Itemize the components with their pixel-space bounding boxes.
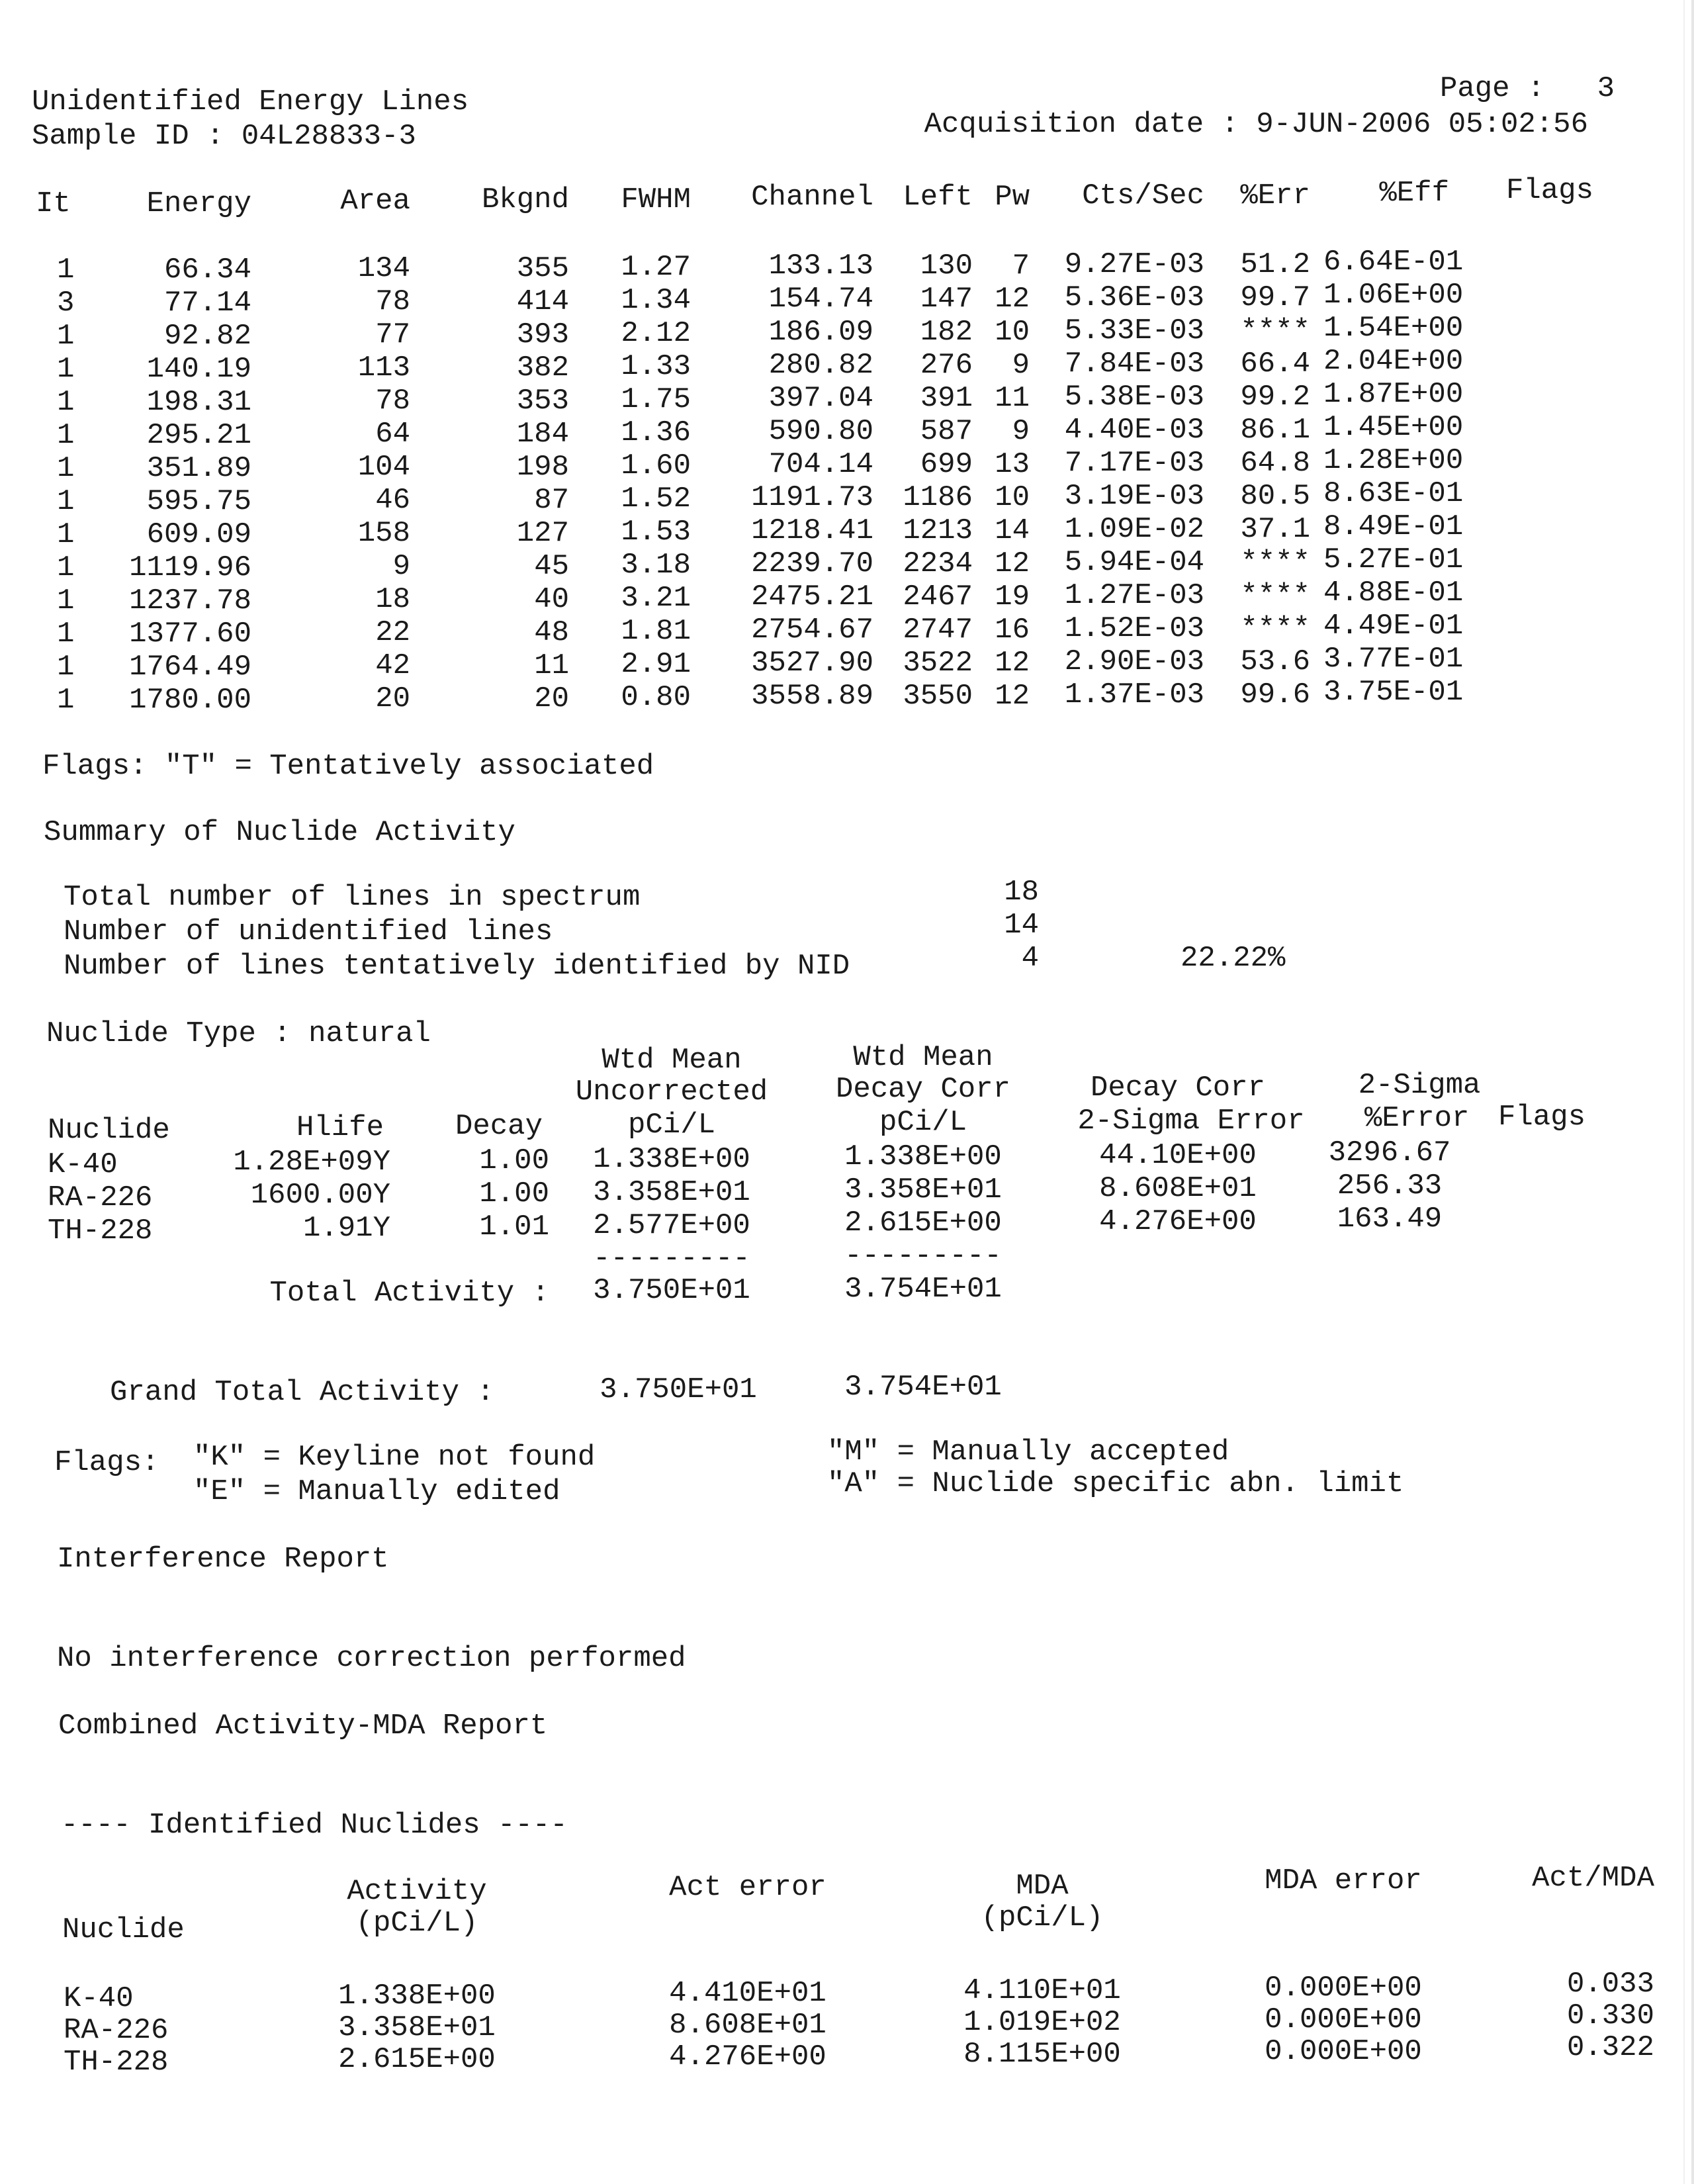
cell-channel: 704.14 bbox=[768, 448, 873, 481]
cell-energy: 92.82 bbox=[163, 320, 251, 353]
cell-channel: 3527.90 bbox=[751, 647, 873, 680]
cell-err: 53.6 bbox=[1240, 645, 1310, 678]
cell-cts-sec: 5.33E-03 bbox=[1064, 314, 1204, 347]
cell-pw: 11 bbox=[995, 382, 1030, 415]
cell-pct-error: 256.33 bbox=[1337, 1169, 1443, 1203]
cell-bkgnd: 20 bbox=[534, 682, 569, 715]
cell-fwhm: 1.53 bbox=[621, 516, 691, 549]
cell-bkgnd: 40 bbox=[534, 583, 569, 616]
cell-act-mda: 0.033 bbox=[1566, 1968, 1654, 2001]
cell-left: 699 bbox=[920, 448, 973, 481]
hdr-mda-unit: (pCi/L) bbox=[981, 1901, 1104, 1934]
cell-it: 1 bbox=[57, 684, 75, 717]
interference-text: No interference correction performed bbox=[57, 1642, 686, 1675]
cell-mda-error: 0.000E+00 bbox=[1265, 2035, 1422, 2068]
hdr-mda-error: MDA error bbox=[1265, 1864, 1422, 1897]
cell-energy: 198.31 bbox=[146, 386, 251, 419]
hdr-pci-uncorr: pCi/L bbox=[627, 1109, 716, 1142]
cell-fwhm: 3.21 bbox=[621, 582, 691, 615]
cell-pw: 12 bbox=[995, 680, 1030, 713]
cell-act-error: 4.276E+00 bbox=[669, 2040, 826, 2073]
cell-cts-sec: 5.94E-04 bbox=[1064, 546, 1204, 579]
dashes-corr: --------- bbox=[844, 1240, 1002, 1273]
cell-nuclide: TH-228 bbox=[48, 1214, 153, 1248]
hdr-decay-corr-2: Decay Corr bbox=[1090, 1071, 1266, 1105]
cell-err: **** bbox=[1240, 579, 1310, 612]
report-title: Unidentified Energy Lines bbox=[32, 85, 469, 118]
unidentified-label: Number of unidentified lines bbox=[64, 915, 553, 948]
cell-it: 1 bbox=[57, 419, 75, 452]
cell-it: 1 bbox=[57, 485, 75, 518]
cell-eff: 4.49E-01 bbox=[1323, 610, 1464, 643]
cell-left: 2234 bbox=[903, 547, 973, 580]
cell-energy: 351.89 bbox=[146, 452, 251, 485]
cell-decay: 1.00 bbox=[479, 1144, 549, 1177]
cell-err: 99.7 bbox=[1240, 281, 1310, 314]
cell-it: 1 bbox=[57, 353, 75, 386]
cell-channel: 590.80 bbox=[768, 415, 873, 448]
cell-activity: 3.358E+01 bbox=[338, 2011, 496, 2044]
cell-area: 64 bbox=[375, 418, 410, 451]
cell-err: 80.5 bbox=[1240, 480, 1310, 513]
tentative-label: Number of lines tentatively identified by NID bbox=[64, 950, 850, 983]
hdr-uncorrected: Uncorrected bbox=[575, 1075, 768, 1109]
col-header-it: It bbox=[36, 187, 71, 220]
cell-pct-error: 3296.67 bbox=[1328, 1136, 1451, 1169]
cell-fwhm: 1.33 bbox=[621, 350, 691, 383]
cell-pw: 19 bbox=[995, 580, 1030, 614]
cell-nuclide: TH-228 bbox=[64, 2046, 169, 2079]
cell-left: 2747 bbox=[903, 614, 973, 647]
cell-bkgnd: 184 bbox=[516, 418, 569, 451]
cell-nuclide: K-40 bbox=[64, 1982, 134, 2015]
cell-err: **** bbox=[1240, 546, 1310, 579]
cell-fwhm: 1.75 bbox=[621, 383, 691, 416]
cell-left: 147 bbox=[920, 283, 973, 316]
unidentified-value: 14 bbox=[1004, 909, 1039, 942]
cell-pw: 9 bbox=[1012, 349, 1030, 382]
grand-total-corr: 3.754E+01 bbox=[844, 1371, 1002, 1404]
cell-nuclide: K-40 bbox=[48, 1148, 118, 1181]
cell-pw: 10 bbox=[995, 316, 1030, 349]
cell-eff: 4.88E-01 bbox=[1323, 576, 1464, 610]
cell-eff: 8.49E-01 bbox=[1323, 510, 1464, 543]
cell-it: 3 bbox=[57, 287, 75, 320]
cell-activity: 1.338E+00 bbox=[338, 1979, 496, 2013]
cell-it: 1 bbox=[57, 651, 75, 684]
cell-err: **** bbox=[1240, 612, 1310, 645]
cell-two-sigma-error: 4.276E+00 bbox=[1099, 1205, 1257, 1238]
cell-cts-sec: 4.40E-03 bbox=[1064, 414, 1204, 447]
summary-title: Summary of Nuclide Activity bbox=[44, 816, 515, 849]
cell-act-mda: 0.330 bbox=[1566, 1999, 1654, 2032]
cell-cts-sec: 1.27E-03 bbox=[1064, 579, 1204, 612]
cell-mda: 1.019E+02 bbox=[963, 2006, 1121, 2039]
cell-err: 86.1 bbox=[1240, 414, 1310, 447]
cell-it: 1 bbox=[57, 253, 75, 287]
acquisition-date: Acquisition date : 9-JUN-2006 05:02:56 bbox=[924, 108, 1588, 141]
cell-wtd-uncorr: 2.577E+00 bbox=[593, 1209, 750, 1242]
cell-pw: 10 bbox=[995, 481, 1030, 514]
cell-wtd-corr: 3.358E+01 bbox=[844, 1173, 1002, 1206]
cell-it: 1 bbox=[57, 518, 75, 551]
cell-cts-sec: 2.90E-03 bbox=[1064, 645, 1204, 678]
cell-bkgnd: 382 bbox=[516, 351, 569, 385]
cell-bkgnd: 127 bbox=[516, 517, 569, 550]
cell-left: 2467 bbox=[903, 580, 973, 614]
cell-energy: 1119.96 bbox=[129, 551, 251, 584]
cell-cts-sec: 1.09E-02 bbox=[1064, 513, 1204, 546]
cell-left: 1213 bbox=[903, 514, 973, 547]
cell-area: 9 bbox=[392, 550, 410, 583]
cell-channel: 3558.89 bbox=[751, 680, 873, 713]
cell-bkgnd: 353 bbox=[516, 385, 569, 418]
cell-err: 66.4 bbox=[1240, 347, 1310, 381]
combined-title: Combined Activity-MDA Report bbox=[58, 1709, 548, 1743]
cell-cts-sec: 1.52E-03 bbox=[1064, 612, 1204, 645]
cell-wtd-uncorr: 1.338E+00 bbox=[593, 1143, 750, 1176]
hdr-activity-unit: (pCi/L) bbox=[355, 1907, 478, 1940]
cell-err: **** bbox=[1240, 314, 1310, 347]
col-header-fwhm: FWHM bbox=[621, 183, 691, 216]
cell-channel: 2239.70 bbox=[751, 547, 873, 580]
cell-energy: 295.21 bbox=[146, 419, 251, 452]
cell-two-sigma-error: 8.608E+01 bbox=[1099, 1172, 1257, 1205]
cell-pw: 16 bbox=[995, 614, 1030, 647]
cell-cts-sec: 3.19E-03 bbox=[1064, 480, 1204, 513]
cell-energy: 609.09 bbox=[146, 518, 251, 551]
cell-eff: 5.27E-01 bbox=[1323, 543, 1464, 576]
cell-pw: 12 bbox=[995, 547, 1030, 580]
cell-left: 130 bbox=[920, 250, 973, 283]
cell-left: 1186 bbox=[903, 481, 973, 514]
cell-channel: 2475.21 bbox=[751, 580, 873, 614]
cell-left: 3550 bbox=[903, 680, 973, 713]
cell-fwhm: 1.36 bbox=[621, 416, 691, 449]
cell-fwhm: 1.81 bbox=[621, 615, 691, 648]
col-header-channel: Channel bbox=[751, 181, 873, 214]
cell-wtd-uncorr: 3.358E+01 bbox=[593, 1176, 750, 1209]
cell-it: 1 bbox=[57, 386, 75, 419]
cell-area: 42 bbox=[375, 649, 410, 682]
hdr-flags: Flags bbox=[1498, 1101, 1586, 1134]
hdr-pct-error: %Error bbox=[1364, 1102, 1470, 1135]
grand-total-uncorr: 3.750E+01 bbox=[600, 1373, 757, 1406]
cell-bkgnd: 355 bbox=[516, 252, 569, 285]
cell-err: 99.6 bbox=[1240, 678, 1310, 711]
hdr-combined-nuclide: Nuclide bbox=[62, 1913, 185, 1946]
cell-channel: 186.09 bbox=[768, 316, 873, 349]
cell-area: 77 bbox=[375, 318, 410, 351]
cell-left: 182 bbox=[920, 316, 973, 349]
cell-pw: 14 bbox=[995, 514, 1030, 547]
flag-k: "K" = Keyline not found bbox=[193, 1441, 596, 1474]
nuclide-type: Nuclide Type : natural bbox=[46, 1017, 431, 1050]
cell-decay: 1.00 bbox=[479, 1177, 549, 1210]
cell-energy: 77.14 bbox=[163, 287, 251, 320]
cell-act-error: 8.608E+01 bbox=[669, 2009, 826, 2042]
cell-fwhm: 1.34 bbox=[621, 284, 691, 317]
cell-hlife: 1600.00Y bbox=[250, 1179, 390, 1212]
cell-it: 1 bbox=[57, 551, 75, 584]
hdr-nuclide: Nuclide bbox=[48, 1114, 170, 1147]
cell-cts-sec: 5.36E-03 bbox=[1064, 281, 1204, 314]
tentative-value: 4 bbox=[1021, 942, 1039, 975]
hdr-wtd-mean-uncorr: Wtd Mean bbox=[602, 1044, 742, 1077]
cell-it: 1 bbox=[57, 617, 75, 651]
hdr-decay-corr: Decay Corr bbox=[835, 1073, 1011, 1106]
cell-left: 3522 bbox=[903, 647, 973, 680]
col-header-left: Left bbox=[903, 181, 973, 214]
cell-area: 46 bbox=[375, 484, 410, 517]
total-lines-label: Total number of lines in spectrum bbox=[64, 881, 641, 914]
cell-fwhm: 1.27 bbox=[621, 251, 691, 284]
cell-energy: 1237.78 bbox=[129, 584, 251, 617]
cell-pct-error: 163.49 bbox=[1337, 1203, 1443, 1236]
cell-pw: 13 bbox=[995, 448, 1030, 481]
grand-total-label: Grand Total Activity : bbox=[110, 1376, 494, 1409]
cell-bkgnd: 48 bbox=[534, 616, 569, 649]
flag-a: "A" = Nuclide specific abn. limit bbox=[827, 1467, 1404, 1500]
cell-cts-sec: 9.27E-03 bbox=[1064, 248, 1204, 281]
hdr-activity: Activity bbox=[347, 1875, 487, 1908]
col-header-energy: Energy bbox=[146, 187, 251, 220]
cell-fwhm: 2.91 bbox=[621, 648, 691, 681]
hdr-two-sigma: 2-Sigma bbox=[1358, 1069, 1481, 1102]
cell-left: 391 bbox=[920, 382, 973, 415]
scan-edge bbox=[1691, 0, 1694, 2184]
cell-nuclide: RA-226 bbox=[64, 2014, 169, 2047]
cell-cts-sec: 7.84E-03 bbox=[1064, 347, 1204, 381]
cell-bkgnd: 198 bbox=[516, 451, 569, 484]
cell-eff: 1.87E+00 bbox=[1323, 378, 1464, 411]
hdr-act-mda: Act/MDA bbox=[1532, 1862, 1654, 1895]
cell-fwhm: 3.18 bbox=[621, 549, 691, 582]
cell-it: 1 bbox=[57, 584, 75, 617]
col-header-flags: Flags bbox=[1506, 174, 1594, 207]
cell-eff: 6.64E-01 bbox=[1323, 246, 1464, 279]
cell-bkgnd: 45 bbox=[534, 550, 569, 583]
cell-area: 78 bbox=[375, 385, 410, 418]
flags-note: Flags: "T" = Tentatively associated bbox=[42, 750, 654, 783]
cell-hlife: 1.91Y bbox=[302, 1212, 390, 1245]
cell-area: 134 bbox=[357, 252, 410, 285]
cell-channel: 280.82 bbox=[768, 349, 873, 382]
cell-mda: 8.115E+00 bbox=[963, 2038, 1121, 2071]
total-lines-value: 18 bbox=[1004, 876, 1039, 909]
cell-fwhm: 0.80 bbox=[621, 681, 691, 714]
hdr-hlife: Hlife bbox=[296, 1111, 384, 1144]
cell-eff: 2.04E+00 bbox=[1323, 345, 1464, 378]
cell-eff: 1.06E+00 bbox=[1323, 279, 1464, 312]
cell-err: 51.2 bbox=[1240, 248, 1310, 281]
cell-fwhm: 1.52 bbox=[621, 482, 691, 516]
cell-bkgnd: 87 bbox=[534, 484, 569, 517]
cell-energy: 1377.60 bbox=[129, 617, 251, 651]
cell-it: 1 bbox=[57, 452, 75, 485]
scan-edge-line bbox=[1683, 0, 1685, 2184]
page-number: Page : 3 bbox=[1439, 72, 1615, 105]
cell-it: 1 bbox=[57, 320, 75, 353]
cell-bkgnd: 414 bbox=[516, 285, 569, 318]
col-header-eff: %Eff bbox=[1379, 177, 1449, 210]
hdr-mda: MDA bbox=[1016, 1870, 1069, 1903]
cell-pw: 7 bbox=[1012, 250, 1030, 283]
cell-left: 276 bbox=[920, 349, 973, 382]
cell-area: 20 bbox=[375, 682, 410, 715]
cell-channel: 397.04 bbox=[768, 382, 873, 415]
cell-energy: 1780.00 bbox=[129, 684, 251, 717]
cell-err: 99.2 bbox=[1240, 381, 1310, 414]
cell-left: 587 bbox=[920, 415, 973, 448]
tentative-percent: 22.22% bbox=[1181, 942, 1286, 975]
cell-mda: 4.110E+01 bbox=[963, 1974, 1121, 2007]
sample-id: Sample ID : 04L28833-3 bbox=[32, 120, 416, 153]
cell-cts-sec: 7.17E-03 bbox=[1064, 447, 1204, 480]
cell-mda-error: 0.000E+00 bbox=[1265, 2003, 1422, 2036]
identified-nuclides-heading: ---- Identified Nuclides ---- bbox=[61, 1809, 568, 1842]
cell-area: 22 bbox=[375, 616, 410, 649]
cell-eff: 1.45E+00 bbox=[1323, 411, 1464, 444]
cell-bkgnd: 393 bbox=[516, 318, 569, 351]
cell-channel: 1191.73 bbox=[751, 481, 873, 514]
hdr-wtd-mean-corr: Wtd Mean bbox=[853, 1041, 993, 1074]
hdr-two-sigma-error: 2-Sigma Error bbox=[1077, 1105, 1305, 1138]
cell-channel: 1218.41 bbox=[751, 514, 873, 547]
cell-energy: 66.34 bbox=[163, 253, 251, 287]
total-activity-corr: 3.754E+01 bbox=[844, 1273, 1002, 1306]
cell-eff: 3.77E-01 bbox=[1323, 643, 1464, 676]
cell-energy: 595.75 bbox=[146, 485, 251, 518]
interference-title: Interference Report bbox=[57, 1543, 389, 1576]
cell-act-mda: 0.322 bbox=[1566, 2031, 1654, 2064]
hdr-pci-corr: pCi/L bbox=[879, 1106, 967, 1139]
total-activity-uncorr: 3.750E+01 bbox=[593, 1274, 750, 1307]
cell-bkgnd: 11 bbox=[534, 649, 569, 682]
cell-eff: 1.28E+00 bbox=[1323, 444, 1464, 477]
cell-act-error: 4.410E+01 bbox=[669, 1977, 826, 2010]
cell-cts-sec: 1.37E-03 bbox=[1064, 678, 1204, 711]
cell-area: 104 bbox=[357, 451, 410, 484]
flag-m: "M" = Manually accepted bbox=[827, 1435, 1229, 1469]
col-header-area: Area bbox=[340, 185, 410, 218]
cell-err: 37.1 bbox=[1240, 513, 1310, 546]
cell-mda-error: 0.000E+00 bbox=[1265, 1972, 1422, 2005]
cell-pw: 12 bbox=[995, 283, 1030, 316]
cell-err: 64.8 bbox=[1240, 447, 1310, 480]
cell-pw: 9 bbox=[1012, 415, 1030, 448]
cell-channel: 133.13 bbox=[768, 250, 873, 283]
cell-area: 113 bbox=[357, 351, 410, 385]
col-header-bkgnd: Bkgnd bbox=[481, 183, 569, 216]
cell-nuclide: RA-226 bbox=[48, 1181, 153, 1214]
cell-wtd-corr: 2.615E+00 bbox=[844, 1206, 1002, 1240]
cell-eff: 3.75E-01 bbox=[1323, 676, 1464, 709]
cell-energy: 1764.49 bbox=[129, 651, 251, 684]
col-header-cts-sec: Cts/Sec bbox=[1082, 179, 1204, 212]
cell-eff: 8.63E-01 bbox=[1323, 477, 1464, 510]
cell-area: 18 bbox=[375, 583, 410, 616]
flag-e: "E" = Manually edited bbox=[193, 1475, 560, 1508]
cell-channel: 154.74 bbox=[768, 283, 873, 316]
flags-legend-prefix: Flags: bbox=[54, 1446, 159, 1479]
cell-wtd-corr: 1.338E+00 bbox=[844, 1140, 1002, 1173]
cell-fwhm: 1.60 bbox=[621, 449, 691, 482]
cell-eff: 1.54E+00 bbox=[1323, 312, 1464, 345]
total-activity-label: Total Activity : bbox=[269, 1277, 549, 1310]
cell-area: 78 bbox=[375, 285, 410, 318]
cell-hlife: 1.28E+09Y bbox=[233, 1146, 390, 1179]
hdr-decay: Decay bbox=[455, 1110, 543, 1143]
hdr-act-error: Act error bbox=[669, 1871, 826, 1904]
col-header-err: %Err bbox=[1240, 179, 1310, 212]
dashes-uncorr: --------- bbox=[593, 1242, 750, 1275]
cell-activity: 2.615E+00 bbox=[338, 2043, 496, 2076]
cell-energy: 140.19 bbox=[146, 353, 251, 386]
cell-area: 158 bbox=[357, 517, 410, 550]
cell-cts-sec: 5.38E-03 bbox=[1064, 381, 1204, 414]
col-header-pw: Pw bbox=[995, 181, 1030, 214]
cell-pw: 12 bbox=[995, 647, 1030, 680]
cell-decay: 1.01 bbox=[479, 1210, 549, 1244]
cell-channel: 2754.67 bbox=[751, 614, 873, 647]
cell-two-sigma-error: 44.10E+00 bbox=[1099, 1139, 1257, 1172]
cell-fwhm: 2.12 bbox=[621, 317, 691, 350]
